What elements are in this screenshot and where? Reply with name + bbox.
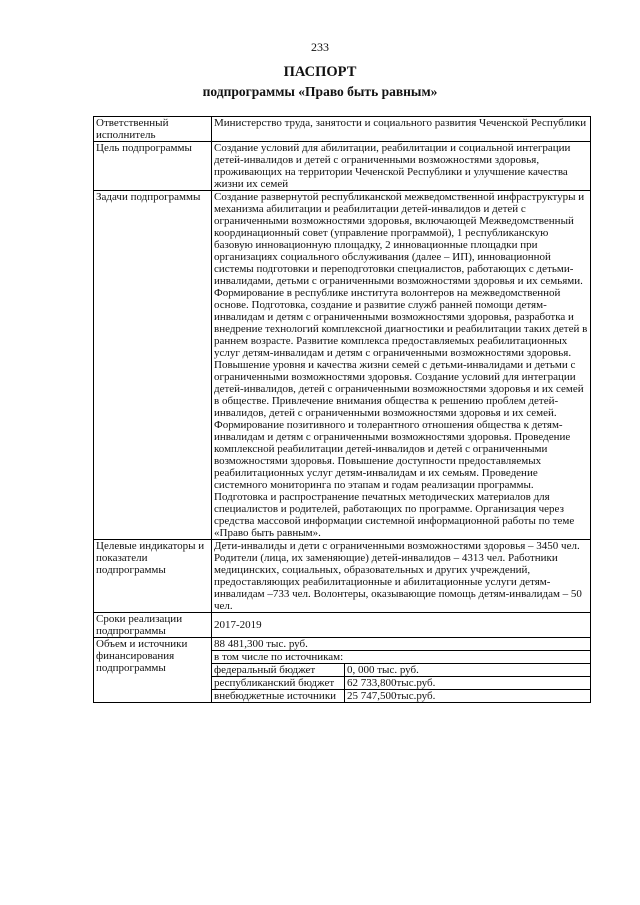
responsible-value: Министерство труда, занятости и социального развития Чеченской Республики [212,117,591,142]
funding-source-name: республиканский бюджет [212,677,345,690]
document-title: ПАСПОРТ [283,64,357,80]
row-goal [94,142,591,191]
funding-source-name: внебюджетные источники [212,690,345,703]
goal-label: Цель подпрограммы [94,142,212,191]
row-indicators [94,540,591,613]
document-subtitle: подпрограммы «Право быть равным» [202,84,438,99]
page-number: 233 [311,40,329,54]
terms-value: 2017-2019 [212,613,591,638]
funding-cell [212,638,591,703]
funding-source-name: федеральный бюджет [212,664,345,677]
row-funding [94,638,591,703]
row-responsible [94,117,591,142]
responsible-label: Ответственный исполнитель [94,117,212,142]
tasks-label: Задачи подпрограммы [94,191,212,540]
funding-source-amount: 62 733,800тыс.руб. [345,677,591,690]
funding-sources-table [212,664,590,702]
passport-table [93,116,591,703]
funding-sources-header: в том числе по источникам: [212,651,590,664]
row-terms [94,613,591,638]
funding-source-row [212,690,590,703]
funding-label: Объем и источники финансирования подпрограммы [94,638,212,703]
indicators-value: Дети-инвалиды и дети с ограниченными возможностями здоровья – 3450 чел. Родители (лица, их заменяющие) детей-инвалидов – 4313 чел. Работники медицинских, социальных, образовательных и других учреждений, предоставляющих реабилитационные и абилитационные услуги детям-инвалидам –733 чел. Волонтеры, оказывающие помощь детям-инвалидам – 50 чел. [212,540,591,613]
funding-source-row [212,664,590,677]
tasks-value: Создание развернутой республиканской межведомственной инфраструктуры и механизма абилитации и реабилитации детей-инвалидов и детей с ограниченными возможностями здоровья, включающей Межведомственный координационный совет (управление программой), 1 республиканскую базовую инновационную площадку, 2 инновационные площадки при организациях социального обслуживания (далее – ИП), инновационной системы подготовки и переподготовки специалистов, работающих с детьми-инвалидами, детьми с ограниченными возможностями здоровья и их семьями. Формирование в республике института волонтеров на межведомственной основе. Подготовка, создание и развитие служб ранней помощи детям-инвалидам и детям с ограниченными возможностями здоровья, разработка и внедрение технологий комплексной диагностики и реабилитации таких детей в раннем возрасте. Развитие комплекса предоставляемых реабилитационных услуг детям-инвалидам и детям с ограниченными возможностями здоровья. Повышение уровня и качества жизни семей с детьми-инвалидами и детьми с ограниченными возможностями здоровья. Создание условий для интеграции детей-инвалидов, детей с ограниченными возможностями здоровья и их семей в обществе. Привлечение внимания общества к решению проблем детей-инвалидов, детей с ограниченными возможностями здоровья и их семей. Формирование позитивного и толерантного отношения общества к детям-инвалидам и детям с ограниченными возможностями здоровья. Проведение комплексной реабилитации детей-инвалидов и детей с ограниченными возможностями здоровья. Повышение доступности предоставляемых реабилитационных услуг детям-инвалидам и их семьям. Проведение системного мониторинга по этапам и годам реализации программы. Подготовка и распространение печатных методических материалов для специалистов и родителей, работающих по программе. Организация через средства массовой информации системной информационной работы по теме «Право быть равным». [212,191,591,540]
funding-source-amount: 25 747,500тыс.руб. [347,690,436,702]
indicators-label: Целевые индикаторы и показатели подпрограммы [94,540,212,613]
funding-source-amount: 0, 000 тыс. руб. [345,664,591,677]
row-tasks [94,191,591,540]
terms-label: Сроки реализации подпрограммы [94,613,212,638]
funding-source-row [212,677,590,690]
goal-value: Создание условий для абилитации, реабилитации и социальной интеграции детей-инвалидов и детей с ограниченными возможностями здоровья, проживающих на территории Чеченской Республики и улучшение качества жизни их семей [212,142,591,191]
funding-total: 88 481,300 тыс. руб. [212,638,590,651]
